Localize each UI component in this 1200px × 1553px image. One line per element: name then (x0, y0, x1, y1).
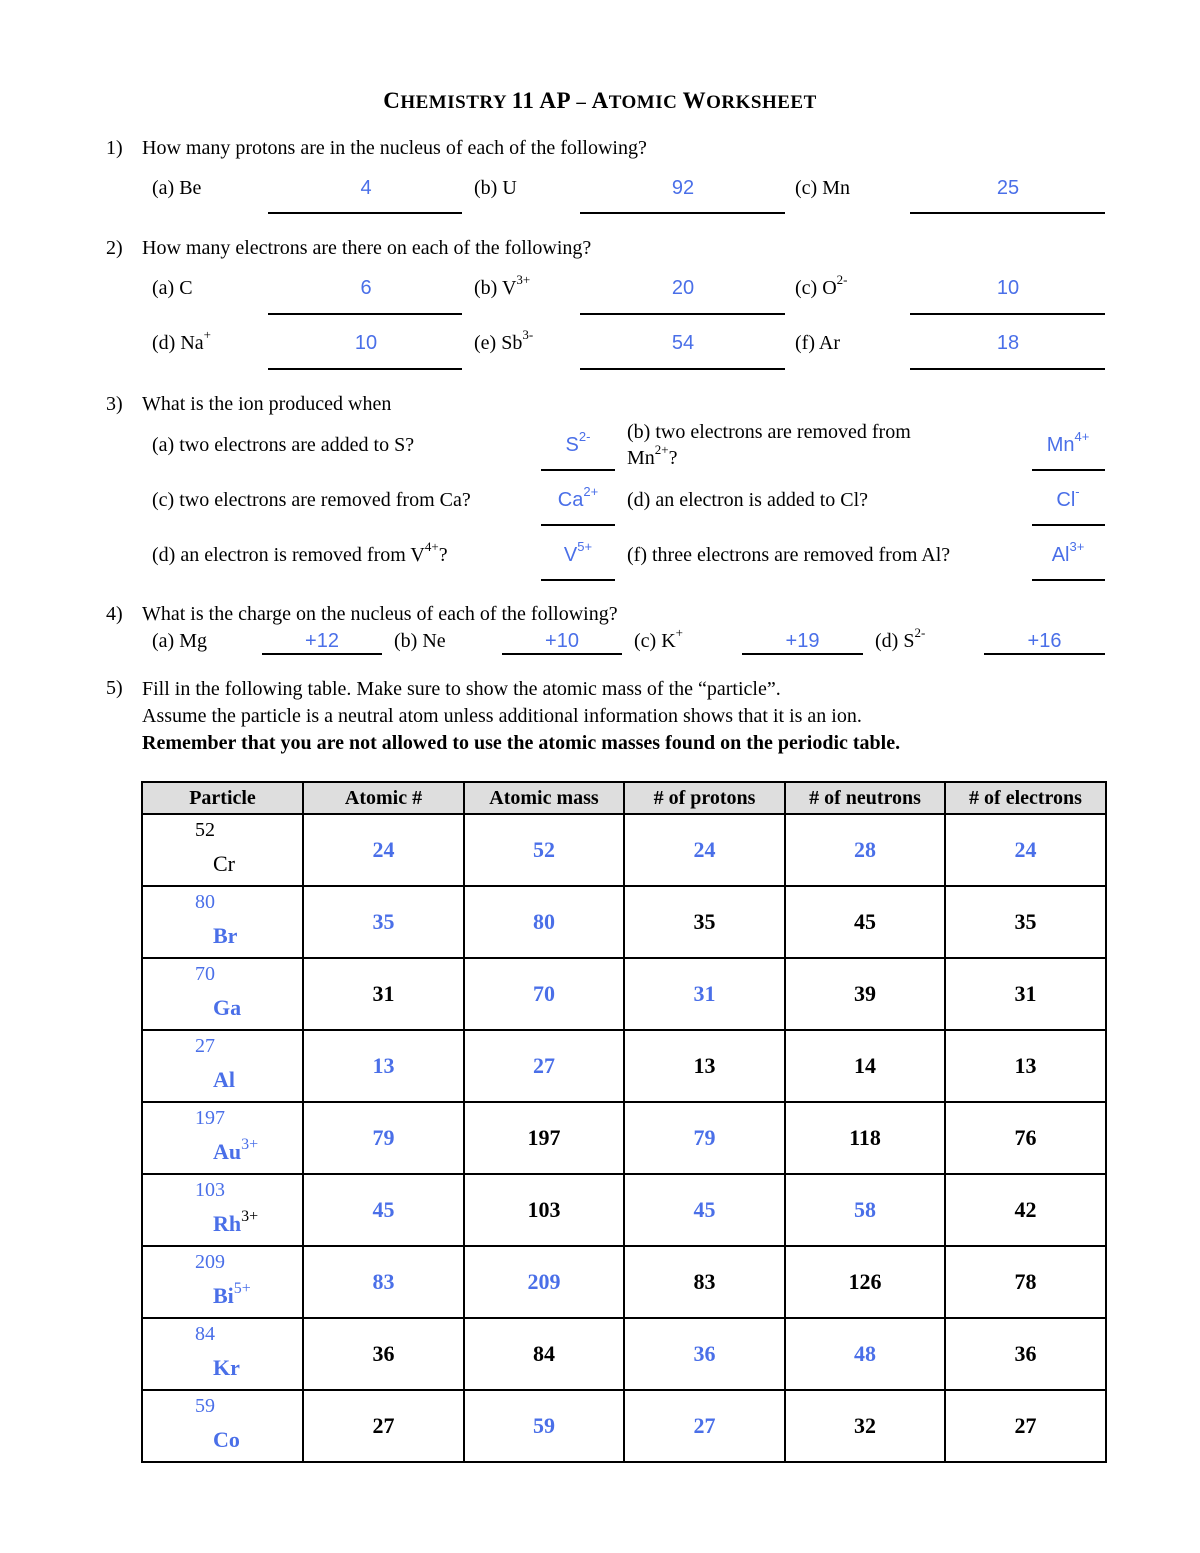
q3-d-answer: Cl- (1056, 484, 1080, 511)
electrons-cell: 76 (945, 1102, 1106, 1174)
table-row (142, 814, 1106, 886)
electrons-cell: 36 (945, 1318, 1106, 1390)
protons-cell: 27 (624, 1390, 785, 1462)
q3-d-blank (1032, 524, 1105, 526)
q4-a-blank (262, 653, 382, 655)
q2-a-label: (a) C (152, 277, 193, 299)
q2-d-blank (268, 368, 462, 370)
q1-a-blank (268, 212, 462, 214)
electrons-cell: 27 (945, 1390, 1106, 1462)
header-electrons: # of electrons (945, 782, 1106, 814)
q1-a-label: (a) Be (152, 177, 202, 199)
q3-c-answer: $Ca^{2+}$ (557, 484, 599, 511)
q1-c-blank (910, 212, 1105, 214)
atomic-number-cell: 27 (303, 1390, 464, 1462)
q4-a-answer: +12 (305, 630, 339, 652)
q4-d-blank (984, 653, 1105, 655)
atomic-mass-cell: 103 (464, 1174, 624, 1246)
particle-symbol: Cr (213, 851, 235, 876)
page-title: CHEMISTRY 11 AP – ATOMIC WORKSHEET (383, 88, 817, 113)
q2-c-blank (910, 313, 1105, 315)
particle-symbol: Ga (213, 995, 242, 1020)
q2-b-answer: 20 (671, 277, 695, 299)
q4-d-answer: +16 (1027, 630, 1062, 652)
header-atomic-mass: Atomic mass (464, 782, 624, 814)
atomic-mass-cell: 59 (464, 1390, 624, 1462)
particle-mass: 80 (195, 891, 215, 913)
question-5-number: 5) (106, 677, 123, 699)
table-row (142, 1174, 1106, 1246)
neutrons-cell: 39 (785, 958, 945, 1030)
atomic-mass-cell: 70 (464, 958, 624, 1030)
q3-f-answer: $Al^{3+}$ (1051, 539, 1085, 566)
question-4-text: What is the charge on the nucleus of each of the following? (142, 603, 618, 625)
electrons-cell: 13 (945, 1030, 1106, 1102)
q2-b-label: (b) $V^{3+}$ (474, 272, 531, 299)
particle-mass: 70 (195, 963, 215, 985)
q4-c-label: (c) K+ (634, 625, 683, 652)
q3-c-blank (541, 524, 615, 526)
atomic-number-cell: 13 (303, 1030, 464, 1102)
q2-e-answer: 54 (671, 332, 695, 354)
neutrons-cell: 28 (785, 814, 945, 886)
table-row (142, 1390, 1106, 1462)
table-row (142, 1246, 1106, 1318)
q3-b-blank (1032, 469, 1105, 471)
table-row (142, 886, 1106, 958)
q3-e-label: (d) an electron is removed from $V^{4+}$? (152, 539, 448, 566)
table-row (142, 1102, 1106, 1174)
atomic-mass-cell: 80 (464, 886, 624, 958)
protons-cell: 24 (624, 814, 785, 886)
q1-c-answer: 25 (996, 177, 1020, 199)
particle-symbol: $Rh^{3+}$ (213, 1207, 259, 1236)
atomic-mass-cell: 209 (464, 1246, 624, 1318)
q2-c-label: (c) $O^{2-}$ (795, 272, 848, 299)
question-5-line-2: Assume the particle is a neutral atom unless additional information shows that it is an ion. (142, 705, 862, 727)
q3-b-answer: $Mn^{4+}$ (1046, 429, 1090, 456)
neutrons-cell: 45 (785, 886, 945, 958)
q3-a-label: (a) two electrons are added to S? (152, 434, 415, 456)
particle-mass: 52 (195, 819, 215, 841)
particle-mass: 197 (195, 1107, 225, 1129)
protons-cell: 31 (624, 958, 785, 1030)
protons-cell: 36 (624, 1318, 785, 1390)
q4-c-answer: +19 (785, 630, 820, 652)
question-5-line-1: Fill in the following table. Make sure to show the atomic mass of the “particle”. (142, 678, 781, 700)
q2-a-blank (268, 313, 462, 315)
particle-cell (142, 1390, 303, 1462)
question-5-text (142, 676, 900, 757)
atomic-mass-cell: 197 (464, 1102, 624, 1174)
q2-b-blank (580, 313, 785, 315)
q3-b-label: (b) two electrons are removed from $Mn^{2+}$? (627, 421, 911, 469)
electrons-cell: 78 (945, 1246, 1106, 1318)
table-header-row (142, 782, 1106, 814)
particle-symbol: $Au^{3+}$ (213, 1135, 259, 1164)
q2-a-answer: 6 (360, 277, 372, 299)
header-protons: # of protons (624, 782, 785, 814)
atomic-mass-cell: 84 (464, 1318, 624, 1390)
question-5-line-3: Remember that you are not allowed to use the atomic masses found on the periodic table. (142, 732, 901, 754)
particle-cell (142, 886, 303, 958)
table-row (142, 958, 1106, 1030)
atomic-mass-cell: 27 (464, 1030, 624, 1102)
particle-cell (142, 1174, 303, 1246)
atomic-mass-cell: 52 (464, 814, 624, 886)
q3-a-answer: $S^{2-}$ (565, 429, 591, 456)
atomic-number-cell: 31 (303, 958, 464, 1030)
q3-f-label: (f) three electrons are removed from Al? (627, 544, 951, 566)
q1-b-answer: 92 (671, 177, 695, 199)
q2-c-answer: 10 (996, 277, 1020, 299)
atomic-number-cell: 24 (303, 814, 464, 886)
atomic-number-cell: 79 (303, 1102, 464, 1174)
particle-cell (142, 1318, 303, 1390)
q3-a-blank (541, 469, 615, 471)
particle-cell (142, 1030, 303, 1102)
neutrons-cell: 126 (785, 1246, 945, 1318)
question-1-text: How many protons are in the nucleus of each of the following? (142, 137, 647, 159)
particle-mass: 209 (195, 1251, 225, 1273)
question-4-number: 4) (106, 603, 123, 625)
question-3-number: 3) (106, 393, 123, 415)
protons-cell: 83 (624, 1246, 785, 1318)
q2-f-blank (910, 368, 1105, 370)
header-neutrons: # of neutrons (785, 782, 945, 814)
protons-cell: 13 (624, 1030, 785, 1102)
q1-a-answer: 4 (360, 177, 372, 199)
q1-c-label: (c) Mn (795, 177, 850, 199)
question-1-number: 1) (106, 137, 123, 159)
q4-c-blank (742, 653, 863, 655)
question-2-text: How many electrons are there on each of the following? (142, 237, 592, 259)
q2-d-label: (d) Na+ (152, 327, 211, 354)
q1-b-blank (580, 212, 785, 214)
q2-e-label: (e) $Sb^{3-}$ (474, 327, 534, 354)
q2-d-answer: 10 (354, 332, 378, 354)
q3-c-label: (c) two electrons are removed from Ca? (152, 489, 471, 511)
header-particle: Particle (142, 782, 303, 814)
atomic-number-cell: 45 (303, 1174, 464, 1246)
particle-symbol: Al (213, 1067, 235, 1092)
particle-symbol: Kr (213, 1355, 240, 1380)
atomic-number-cell: 35 (303, 886, 464, 958)
particle-cell (142, 1102, 303, 1174)
q3-d-label: (d) an electron is added to Cl? (627, 489, 869, 511)
neutrons-cell: 32 (785, 1390, 945, 1462)
particle-cell (142, 814, 303, 886)
particle-symbol: $Bi^{5+}$ (213, 1279, 251, 1308)
q2-e-blank (580, 368, 785, 370)
q2-f-label: (f) Ar (795, 332, 840, 354)
neutrons-cell: 14 (785, 1030, 945, 1102)
q1-b-label: (b) U (474, 177, 517, 199)
header-atomic-number: Atomic # (303, 782, 464, 814)
question-2-number: 2) (106, 237, 123, 259)
particle-cell (142, 1246, 303, 1318)
atomic-number-cell: 83 (303, 1246, 464, 1318)
electrons-cell: 24 (945, 814, 1106, 886)
electrons-cell: 42 (945, 1174, 1106, 1246)
q4-a-label: (a) Mg (152, 630, 207, 652)
q4-d-label: (d) $S^{2-}$ (875, 625, 926, 652)
particle-mass: 59 (195, 1395, 215, 1417)
table-row (142, 1030, 1106, 1102)
electrons-cell: 31 (945, 958, 1106, 1030)
protons-cell: 35 (624, 886, 785, 958)
q3-f-blank (1032, 579, 1105, 581)
question-3-text: What is the ion produced when (142, 393, 392, 415)
particle-symbol: Co (213, 1427, 240, 1452)
electrons-cell: 35 (945, 886, 1106, 958)
atomic-number-cell: 36 (303, 1318, 464, 1390)
q4-b-label: (b) Ne (394, 630, 446, 652)
atomic-table (141, 781, 1107, 1463)
protons-cell: 79 (624, 1102, 785, 1174)
particle-mass: 84 (195, 1323, 215, 1345)
q2-f-answer: 18 (996, 332, 1020, 354)
particle-mass: 27 (195, 1035, 215, 1057)
particle-mass: 103 (195, 1179, 225, 1201)
q4-b-answer: +10 (545, 630, 579, 652)
table-row (142, 1318, 1106, 1390)
neutrons-cell: 58 (785, 1174, 945, 1246)
neutrons-cell: 118 (785, 1102, 945, 1174)
q4-b-blank (502, 653, 622, 655)
q3-e-blank (541, 579, 615, 581)
q3-e-answer: $V^{5+}$ (563, 539, 593, 566)
particle-cell (142, 958, 303, 1030)
particle-symbol: Br (213, 923, 238, 948)
neutrons-cell: 48 (785, 1318, 945, 1390)
protons-cell: 45 (624, 1174, 785, 1246)
